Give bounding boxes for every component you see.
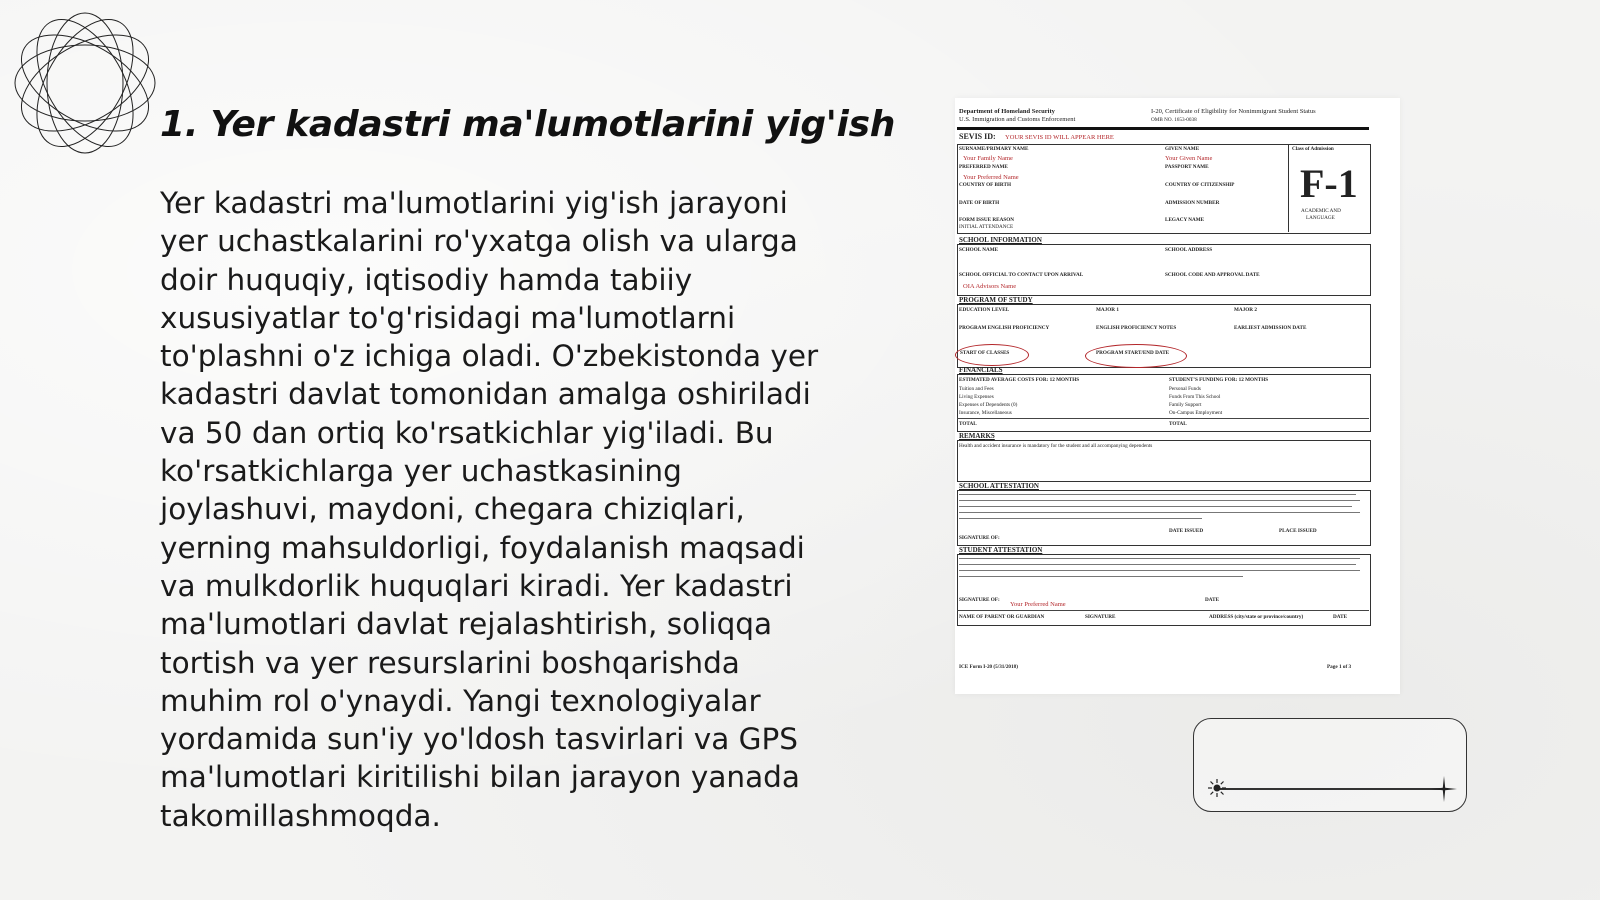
citizenship-label: COUNTRY OF CITIZENSHIP <box>1165 182 1235 188</box>
place-issued-label: PLACE ISSUED <box>1279 528 1317 534</box>
sevis-value: YOUR SEVIS ID WILL APPEAR HERE <box>1005 134 1114 141</box>
fund-row: Personal Funds <box>1169 386 1201 392</box>
total-label: TOTAL <box>959 421 977 427</box>
slide-title: 1. Yer kadastri ma'lumotlarini yig'ish <box>160 104 896 145</box>
est-cost-label: ESTIMATED AVERAGE COSTS FOR: 12 MONTHS <box>959 377 1080 383</box>
date-issued-label: DATE ISSUED <box>1169 528 1204 534</box>
parent-label: NAME OF PARENT OR GUARDIAN <box>959 614 1045 620</box>
fund-row: Funds From This School <box>1169 394 1221 400</box>
agency-line1: Department of Homeland Security <box>959 108 1055 115</box>
school-official-value: OIA Advisors Name <box>963 283 1017 290</box>
remarks-text: Health and accident insurance is mandatory for the student and all accompanying dependents <box>959 443 1153 449</box>
fund-row: On-Campus Employment <box>1169 410 1223 416</box>
sun-icon <box>1207 778 1227 798</box>
school-sig-label: SIGNATURE OF: <box>959 535 1000 541</box>
school-name-label: SCHOOL NAME <box>959 247 999 253</box>
financials-heading: FINANCIALS <box>959 366 1003 374</box>
fund-row: Family Support <box>1169 402 1202 408</box>
issue-value: INITIAL ATTENDANCE <box>959 224 1014 230</box>
major2-label: MAJOR 2 <box>1234 307 1257 313</box>
class-value: F-1 <box>1300 161 1358 206</box>
class-label: Class of Admission <box>1292 146 1334 152</box>
cost-row: Living Expenses <box>959 394 994 400</box>
given-value: Your Given Name <box>1165 155 1213 162</box>
remarks-heading: REMARKS <box>959 432 995 440</box>
timeline-slider[interactable] <box>1193 718 1467 812</box>
sparkle-icon[interactable] <box>1430 775 1458 803</box>
school-attest-heading: SCHOOL ATTESTATION <box>959 482 1039 490</box>
admission-label: ADMISSION NUMBER <box>1165 200 1220 206</box>
student-sig-label: SIGNATURE OF: <box>959 597 1000 603</box>
legacy-label: LEGACY NAME <box>1165 217 1205 223</box>
education-label: EDUCATION LEVEL <box>959 307 1010 313</box>
student-sig-value: Your Preferred Name <box>1010 601 1066 608</box>
footer-right: Page 1 of 3 <box>1327 664 1352 670</box>
student-attest-heading: STUDENT ATTESTATION <box>959 546 1043 554</box>
english-label: PROGRAM ENGLISH PROFICIENCY <box>959 325 1050 331</box>
cost-row: Tuition and Fees <box>959 386 994 392</box>
address-label: ADDRESS (city/state or province/country) <box>1209 614 1304 620</box>
given-label: GIVEN NAME <box>1165 146 1200 152</box>
start-end-label: PROGRAM START/END DATE <box>1096 350 1170 356</box>
class-sub2: LANGUAGE <box>1306 215 1335 221</box>
surname-value: Your Family Name <box>963 155 1013 162</box>
program-heading: PROGRAM OF STUDY <box>959 296 1033 304</box>
omb-number: OMB NO. 1653-0038 <box>1151 117 1197 123</box>
total-label: TOTAL <box>1169 421 1187 427</box>
footer-left: ICE Form I-20 (5/31/2018) <box>959 664 1018 670</box>
signature-label: SIGNATURE <box>1085 614 1116 620</box>
funding-label: STUDENT'S FUNDING FOR: 12 MONTHS <box>1169 377 1269 383</box>
preferred-label: PREFERRED NAME <box>959 164 1008 170</box>
cob-label: COUNTRY OF BIRTH <box>959 182 1011 188</box>
major1-label: MAJOR 1 <box>1096 307 1119 313</box>
school-info-heading: SCHOOL INFORMATION <box>959 236 1042 244</box>
i20-form-document <box>955 98 1400 694</box>
sevis-label: SEVIS ID: <box>959 132 996 141</box>
student-date-label: DATE <box>1205 597 1220 603</box>
preferred-value: Your Preferred Name <box>963 174 1019 181</box>
agency-line2: U.S. Immigration and Customs Enforcement <box>959 116 1076 123</box>
dob-label: DATE OF BIRTH <box>959 200 1000 206</box>
passport-label: PASSPORT NAME <box>1165 164 1209 170</box>
surname-label: SURNAME/PRIMARY NAME <box>959 146 1029 152</box>
cost-row: Expenses of Dependents (0) <box>959 402 1018 408</box>
parent-date-label: DATE <box>1333 614 1348 620</box>
slider-track[interactable] <box>1217 788 1445 790</box>
school-official-label: SCHOOL OFFICIAL TO CONTACT UPON ARRIVAL <box>959 272 1084 278</box>
slide-body-text: Yer kadastri ma'lumotlarini yig'ish jarayoni yer uchastkalarini ro'yxatga olish va ularga doir huquqiy, iqtisodiy hamda tabiiy xususiyatlar to'g'risidagi ma'lumotlarni to'plashni o'z ichiga oladi. O'zbekistonda yer kadastri davlat tomonidan amalga oshiriladi va 50 dan ortiq ko'rsatkichlar yig'iladi. Bu ko'rsatkichlarga yer uchastkasining joylashuvi, maydoni, chegara chiziqlari, yerning mahsuldorligi, foydalanish maqsadi va mulkdorlik huquqlari kiradi. Yer kadastri ma'lumotlari davlat rejalashtirish, soliqqa tortish va yer resurslarini boshqarishda muhim rol o'ynaydi. Yangi texnologiyalar yordamida sun'iy yo'ldosh tasvirlari va GPS ma'lumotlari kiritilishi bilan jarayon yanada takomillashmoqda. <box>160 186 819 833</box>
earliest-label: EARLIEST ADMISSION DATE <box>1234 325 1307 331</box>
start-classes-label: START OF CLASSES <box>960 350 1010 356</box>
school-address-label: SCHOOL ADDRESS <box>1165 247 1213 253</box>
english-notes-label: ENGLISH PROFICIENCY NOTES <box>1096 325 1177 331</box>
issue-label: FORM ISSUE REASON <box>959 217 1015 223</box>
class-sub1: ACADEMIC AND <box>1301 208 1341 214</box>
cost-row: Insurance, Miscellaneous <box>959 410 1012 416</box>
circular-ornament-icon <box>10 8 160 158</box>
form-title: I-20, Certificate of Eligibility for Nonimmigrant Student Status <box>1151 108 1316 115</box>
school-code-label: SCHOOL CODE AND APPROVAL DATE <box>1165 272 1260 278</box>
